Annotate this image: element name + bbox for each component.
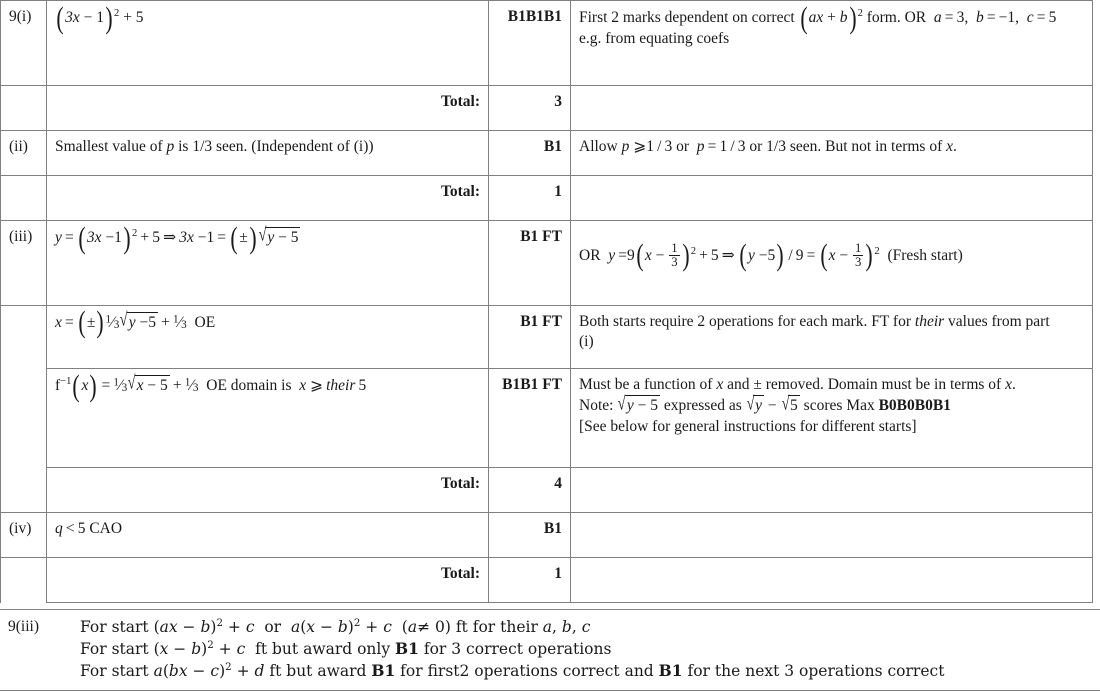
answer-cell-9iii-b xyxy=(47,306,489,369)
guidance-cell-9iii-b xyxy=(571,306,1093,369)
answer-cell-9iv xyxy=(47,513,489,558)
total-value-9ii: 1 xyxy=(489,176,571,221)
question-label-spacer xyxy=(1,558,47,603)
guidance-cell-9iv xyxy=(571,513,1093,558)
total-value-9iii: 4 xyxy=(489,468,571,513)
general-instructions-block xyxy=(0,609,1100,691)
total-value-9iv: 1 xyxy=(489,558,571,603)
marks-cell-9iii-a: B1 FT xyxy=(489,221,571,306)
marks-cell-9i: B1B1B1 xyxy=(489,1,571,86)
guidance-line: Allow p ⩾1 / 3 or p = 1 / 3 or 1/3 seen. But not in terms of x. xyxy=(579,138,957,155)
guidance-cell-9i xyxy=(571,1,1093,86)
answer-math-9iv: q < 5 CAO xyxy=(55,520,123,537)
answer-cell-9iii-c xyxy=(47,369,489,468)
table-row xyxy=(1,513,1093,558)
table-row-total xyxy=(1,176,1093,221)
answer-math-9iii-a: $y = (3x -1)^2 + 5$ ⇒ 3x −1 = (±) √y − 5 xyxy=(55,220,299,255)
footer-line: For start $(x - b)^2 + c$ ft but award only B1 for 3 correct operations xyxy=(80,639,612,658)
guidance-cell-empty xyxy=(571,558,1093,603)
footer-line: For start a(bx − c)$^2$ + d ft but award B1 for first2 operations correct and B1 for the next 3 operations correct xyxy=(80,661,945,680)
table-row xyxy=(1,221,1093,306)
footer-lines xyxy=(80,616,1100,682)
table-row xyxy=(1,1,1093,86)
table-row-total xyxy=(1,86,1093,131)
question-label-spacer xyxy=(1,306,47,369)
table-row xyxy=(1,306,1093,369)
total-label-9i: Total: xyxy=(47,86,489,131)
marks-cell-9iii-b: B1 FT xyxy=(489,306,571,369)
guidance-cell-9iii-c xyxy=(571,369,1093,468)
total-value-9i: 3 xyxy=(489,86,571,131)
guidance-line: [See below for general instructions for different starts] xyxy=(579,417,917,435)
guidance-cell-empty xyxy=(571,468,1093,513)
guidance-line: (i) xyxy=(579,333,594,351)
answer-cell-9iii-a xyxy=(47,221,489,306)
guidance-line: e.g. from equating coefs xyxy=(579,29,730,47)
answer-text-9ii: Smallest value of p is 1/3 seen. (Independent of (i)) xyxy=(55,138,374,155)
table-row-total xyxy=(1,558,1093,603)
total-label-9iii: Total: xyxy=(47,468,489,513)
table-row xyxy=(1,369,1093,468)
answer-math-9i: $(3x - 1)^2 + 5$ xyxy=(56,0,144,35)
guidance-cell-9ii xyxy=(571,131,1093,176)
guidance-line: Must be a function of x and ± removed. Domain must be in terms of x. xyxy=(579,376,1016,393)
question-label-spacer xyxy=(1,468,47,513)
guidance-line: OR y =9(x − $\frac{1}{3}$ )$^2$ + 5 ⇒ (y −5) / 9 = (x − $\frac{1}{3}$ )$^2$ (Fresh start) xyxy=(579,238,963,273)
question-label-9i: 9(i) xyxy=(1,1,47,86)
total-label-9ii: Total: xyxy=(47,176,489,221)
question-label-spacer xyxy=(1,176,47,221)
guidance-cell-empty xyxy=(571,176,1093,221)
footer-line: For start (ax − b)$^2$ + c or $a(x - b)^2 + c$ (a≠ 0) ft for their a, b, c xyxy=(80,617,591,636)
answer-cell-9ii xyxy=(47,131,489,176)
question-label-9ii: (ii) xyxy=(1,131,47,176)
table-row-total xyxy=(1,468,1093,513)
guidance-line: Both starts require 2 operations for each mark. FT for their values from part xyxy=(579,313,1050,330)
marks-cell-9iv: B1 xyxy=(489,513,571,558)
guidance-line: Note: √y − 5 expressed as √y − √5 scores Max B0B0B0B1 xyxy=(579,395,1084,416)
marks-cell-9ii: B1 xyxy=(489,131,571,176)
question-label-spacer xyxy=(1,369,47,468)
answer-math-9iii-b: $x = (\pm)^1⁄3√y -5$ + $^1$⁄3 OE xyxy=(55,305,216,340)
total-label-9iv: Total: xyxy=(47,558,489,603)
guidance-cell-9iii-a xyxy=(571,221,1093,306)
table-row xyxy=(1,131,1093,176)
footer-question-label: 9(iii) xyxy=(8,618,39,635)
marks-cell-9iii-c: B1B1 FT xyxy=(489,369,571,468)
question-label-9iii: (iii) xyxy=(1,221,47,306)
question-label-9iv: (iv) xyxy=(1,513,47,558)
guidance-line: First 2 marks dependent on correct (ax + b)$^2$ form. OR a = 3, b = −1, c = 5 xyxy=(579,0,1057,35)
question-label-spacer xyxy=(1,86,47,131)
guidance-cell-empty xyxy=(571,86,1093,131)
answer-math-9iii-c: $f^{-1}(x)$ = $^1$⁄3√x − 5 + $^1$⁄3 OE domain is x ⩾ their 5 xyxy=(55,368,367,403)
answer-cell-9i xyxy=(47,1,489,86)
